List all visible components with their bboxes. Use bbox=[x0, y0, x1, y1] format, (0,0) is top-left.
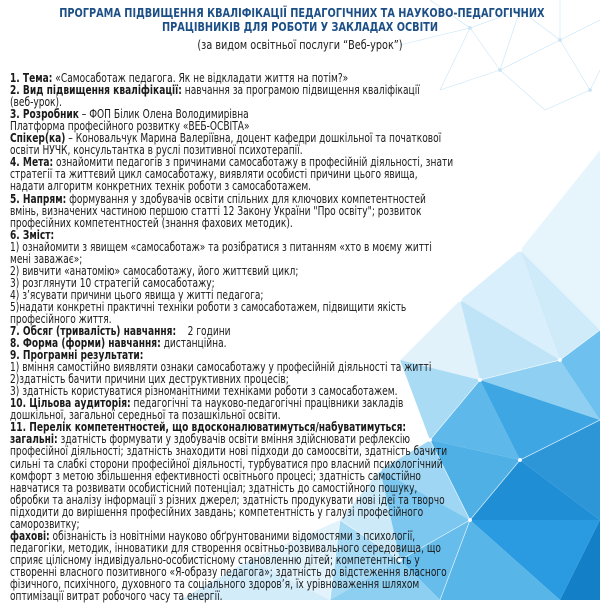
direction-label: 5. Напрям: bbox=[10, 191, 67, 206]
general-line: саморозвитку; bbox=[10, 516, 80, 531]
direction-text: формування у здобувачів освіти спільних для ключових компетентностей bbox=[66, 191, 426, 206]
type-line-2: (веб-урок). bbox=[10, 95, 62, 110]
platform-line: Платформа професійного розвитку «ВЕБ-ОСВІТА» bbox=[10, 119, 250, 134]
direction-line-2: вмінь, визначених частиною першою статті 12 Закону України "Про освіту"; розвиток bbox=[10, 203, 422, 218]
competencies-label: 11. Перелік компетентностей, що вдосконалюватимуться/набуватимуться: bbox=[10, 420, 407, 435]
duration-label: 7. Обсяг (тривалість) навчання: bbox=[10, 324, 177, 338]
content-label: 6. Зміст: bbox=[10, 227, 55, 242]
developer-label: 3. Розробник bbox=[10, 107, 79, 122]
audience-line-2: дошкільної, загальної середньої та позашкільної освіти. bbox=[10, 408, 281, 423]
goal-label: 4. Мета: bbox=[10, 155, 54, 170]
direction-line-3: професійних компетентностей (знання фахових методик). bbox=[10, 215, 293, 230]
goal-line-2: стратегії та життєвий цикл самосаботажу, виявляти особисті причини цього явища, bbox=[10, 167, 418, 182]
general-line: навчатися та розвивати особистісний потенціал; здатність до самостійного пошуку, bbox=[10, 480, 418, 495]
general-text: здатність формувати у здобувачів освіти вміння здійснювати рефлексію bbox=[57, 432, 411, 447]
type-text: навчання за програмою підвищення кваліфікації bbox=[181, 83, 420, 97]
result-item: 1) вміння самостійно виявляти ознаки самосаботажу у професійній діяльності та житті bbox=[10, 360, 432, 375]
professional-line: створенні власного позитивного «Я-образу педагога»; здатність до відстеження власного bbox=[10, 564, 447, 579]
goal-text: ознайомити педагогів з причинами самосаботажу в професійній діяльності, знати bbox=[53, 155, 454, 170]
form-label: 8. Форма (форми) навчання: bbox=[10, 336, 161, 350]
type-label: 2. Вид підвищення кваліфікації: bbox=[10, 83, 182, 97]
general-label: загальні: bbox=[10, 432, 58, 447]
general-line: сильні та слабкі сторони професійної діяльності, турбуватися про власний психологічний bbox=[10, 456, 443, 471]
general-line: підходити до вирішення професійних завдань; компетентність у галузі професійного bbox=[10, 504, 424, 519]
audience-text: педагогічні та науково-педагогічні працівники закладів bbox=[130, 396, 404, 411]
results-label: 9. Програмні результати: bbox=[10, 348, 144, 363]
content-item: 5)надати конкретні практичні техніки роботи з самосаботажем, підвищити якість bbox=[10, 299, 407, 314]
speaker-text: – Коновальчук Марина Валеріївна, доцент кафедри дошкільної та початкової bbox=[65, 131, 442, 146]
speaker-line-2: освіти НУЧК, консультантка в руслі позитивної психотерапії. bbox=[10, 143, 303, 158]
general-line: комфорт з метою збільшення ефективності освітнього процесі; здатність самостійно bbox=[10, 468, 421, 483]
speaker-label: Спікер(ка) bbox=[10, 131, 66, 146]
general-line: професійної діяльності; здатність знаходити нові підходи до самоосвіти, здатність бачити bbox=[10, 444, 448, 459]
topic-text: «Самосаботаж педагога. Як не відкладати життя на потім?» bbox=[52, 71, 349, 85]
developer-text: – ФОП Білик Олена Володимирівна bbox=[78, 107, 249, 122]
content-item: мені заважає»; bbox=[10, 251, 83, 266]
goal-line-3: надати алгоритм конкретних технік роботи з самосаботажем. bbox=[10, 179, 312, 194]
professional-line: оптимізації витрат робочого часу та енергії. bbox=[10, 589, 223, 603]
topic-label: 1. Тема: bbox=[10, 71, 53, 85]
form-text: дистанційна. bbox=[160, 336, 227, 350]
professional-line: сприяє цілісному індивідуально-особистісному становленню дітей; компетентність у bbox=[10, 552, 420, 567]
professional-text: обізнаність із новітніми науково обґрунтованими відомостями з психології, bbox=[49, 528, 416, 543]
content-item: 3) розглянути 10 стратегій самосаботажу; bbox=[10, 275, 215, 290]
professional-line: фізичного, психічного, духовного та соціального здоров’я, їх урівноваження шляхом bbox=[10, 577, 420, 591]
program-title-line1: ПРОГРАМА ПІДВИЩЕННЯ КВАЛІФІКАЦІЇ ПЕДАГОГІЧНИХ ТА НАУКОВО-ПЕДАГОГІЧНИХ bbox=[59, 5, 545, 20]
duration-text: 2 години bbox=[176, 324, 231, 338]
general-line: обробки та аналізу інформації з різних джерел; здатність продукувати нові ідеї та творчо bbox=[10, 492, 445, 507]
content-item: 2) вивчити «анатомію» самосаботажу, його життєвий цикл; bbox=[10, 263, 299, 278]
program-title-line2: ПРАЦІВНИКІВ ДЛЯ РОБОТИ У ЗАКЛАДАХ ОСВІТИ bbox=[161, 19, 438, 34]
type-line bbox=[10, 84, 420, 97]
professional-label: фахові: bbox=[10, 528, 50, 543]
content-item: професійного життя. bbox=[10, 311, 112, 326]
result-item: 3) здатність користуватися різноманітними техніками роботи з самосаботажем. bbox=[10, 384, 398, 399]
content-item: 1) ознайомити з явищем «самосаботаж» та розібратися з питанням «хто в моєму житті bbox=[10, 239, 432, 254]
result-item: 2)здатність бачити причини цих деструктивних процесів; bbox=[10, 372, 289, 387]
program-subtitle: (за видом освітньої послуги “Веб-урок”) bbox=[197, 37, 403, 52]
professional-line: педагогіки, методик, інноватики для створення освітньо-розвивального середовища, що bbox=[10, 540, 441, 555]
content-item: 4) з’ясувати причини цього явища у житті педагога; bbox=[10, 287, 264, 302]
audience-label: 10. Цільова аудиторія: bbox=[10, 396, 131, 411]
